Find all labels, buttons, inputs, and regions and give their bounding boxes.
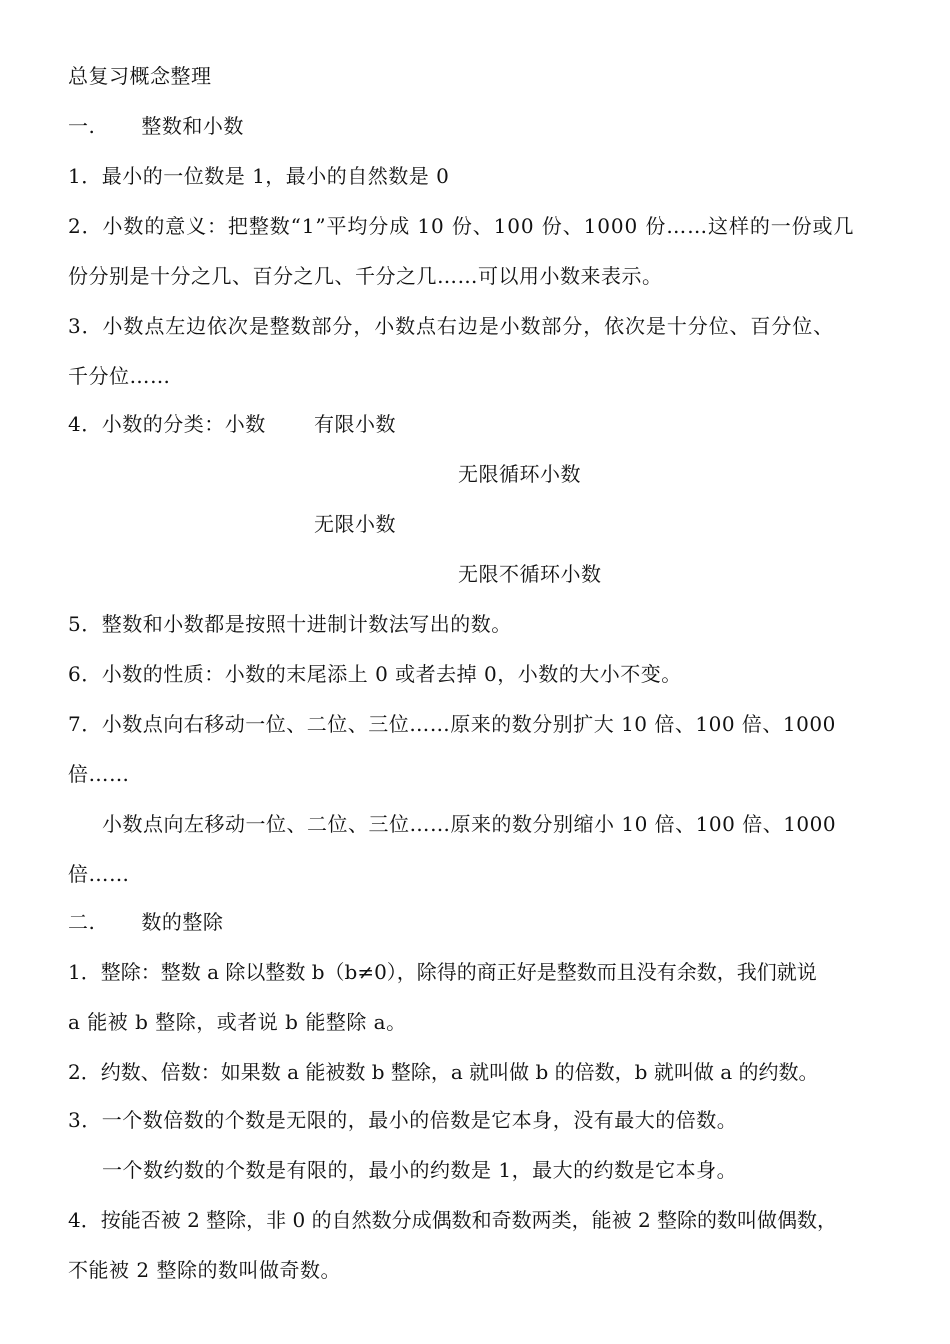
section-2-heading <box>68 910 223 934</box>
section-1-number: 一. <box>68 114 96 138</box>
section-1-heading <box>68 114 244 138</box>
section-1-title: 整数和小数 <box>141 114 244 138</box>
s2-item-3-line-2: 一个数约数的个数是有限的，最小的约数是 1，最大的约数是它本身。 <box>102 1158 738 1182</box>
s1-item-7-line-1: 7．小数点向右移动一位、二位、三位……原来的数分别扩大 10 倍、100 倍、1000 <box>68 712 836 736</box>
s1-item-7-line-4: 倍…… <box>68 862 130 886</box>
s1-item-1: 1．最小的一位数是 1，最小的自然数是 0 <box>68 164 450 188</box>
s2-item-2: 2．约数、倍数：如果数 a 能被数 b 整除，a 就叫做 b 的倍数，b 就叫做 a 的约数。 <box>68 1060 819 1084</box>
s2-item-1-line-1: 1．整除：整数 a 除以整数 b（b≠0），除得的商正好是整数而且没有余数，我们就说 <box>68 960 817 984</box>
section-2-title: 数的整除 <box>141 910 224 934</box>
s1-item-6: 6．小数的性质：小数的末尾添上 0 或者去掉 0，小数的大小不变。 <box>68 662 682 686</box>
s1-item-2-line-2: 份分别是十分之几、百分之几、千分之几……可以用小数来表示。 <box>68 264 663 288</box>
s2-item-4-line-1: 4．按能否被 2 整除，非 0 的自然数分成偶数和奇数两类，能被 2 整除的数叫做偶数， <box>68 1208 838 1232</box>
section-2-number: 二. <box>68 910 96 934</box>
s1-item-4-repeating: 无限循环小数 <box>458 462 581 486</box>
s1-item-7-line-3: 小数点向左移动一位、二位、三位……原来的数分别缩小 10 倍、100 倍、1000 <box>102 812 837 836</box>
s1-item-4-finite: 有限小数 <box>314 412 396 436</box>
s2-item-1-line-2: a 能被 b 整除，或者说 b 能整除 a。 <box>68 1010 407 1034</box>
s1-item-2-line-1: 2．小数的意义：把整数“1”平均分成 10 份、100 份、1000 份……这样的一份或几 <box>68 214 855 238</box>
s2-item-3-line-1: 3．一个数倍数的个数是无限的，最小的倍数是它本身，没有最大的倍数。 <box>68 1108 738 1132</box>
s1-item-3-line-1: 3．小数点左边依次是整数部分，小数点右边是小数部分，依次是十分位、百分位、 <box>68 314 835 338</box>
s1-item-3-line-2: 千分位…… <box>68 364 171 388</box>
s1-item-4-prefix: 4．小数的分类：小数 <box>68 412 266 436</box>
document-title: 总复习概念整理 <box>68 64 212 88</box>
s2-item-4-line-2: 不能被 2 整除的数叫做奇数。 <box>68 1258 341 1282</box>
s1-item-4-infinite: 无限小数 <box>314 512 396 536</box>
s1-item-4-nonrepeating: 无限不循环小数 <box>458 562 602 586</box>
s1-item-7-line-2: 倍…… <box>68 762 130 786</box>
s1-item-5: 5．整数和小数都是按照十进制计数法写出的数。 <box>68 612 512 636</box>
